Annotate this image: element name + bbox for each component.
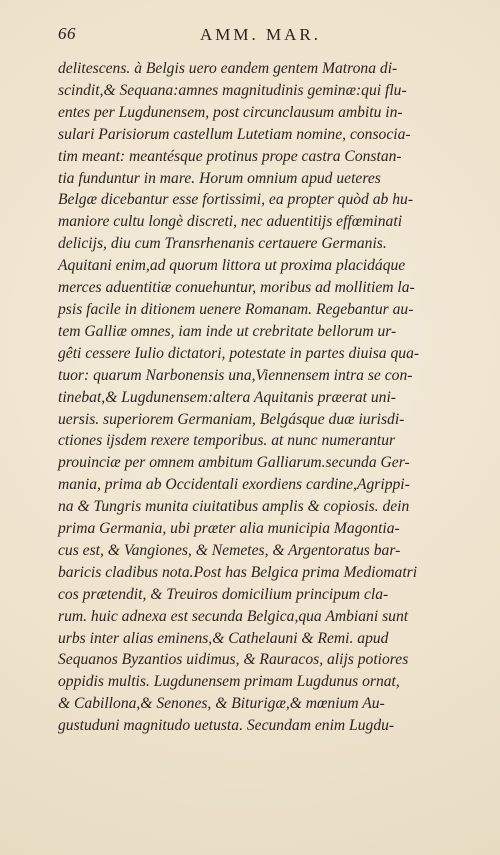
text-line: rum. huic adnexa est secunda Belgica,qua Ambiani sunt <box>58 607 409 625</box>
text-line: tia funduntur in mare. Horum omnium apud ueteres <box>58 169 381 187</box>
text-line: prouinciæ per omnem ambitum Galliarum.secunda Ger- <box>58 454 410 472</box>
text-line: gustuduni magnitudo uetusta. Secundam enim Lugdu- <box>58 717 395 735</box>
text-line: cus est, & Vangiones, & Nemetes, & Argentoratus bar- <box>58 541 401 559</box>
text-line: tinebat,& Lugdunensem:altera Aquitanis præerat uni- <box>58 388 396 406</box>
text-line: delicijs, diu cum Transrhenanis certauere Germanis. <box>58 235 387 253</box>
text-line: baricis cladibus nota.Post has Belgica prima Mediomatri <box>58 563 418 581</box>
text-line: maniore cultu longè discreti, nec aduentitijs effœminati <box>58 213 403 231</box>
body-text <box>58 58 464 737</box>
text-line: tuor: quarum Narbonensis una,Viennensem intra se con- <box>58 366 413 384</box>
text-line: oppidis multis. Lugdunensem primam Lugdunus ornat, <box>58 673 400 691</box>
text-line: tem Galliæ omnes, iam inde ut crebritate bellorum ur- <box>58 322 397 340</box>
text-line: & Cabillona,& Senones, & Biturigæ,& mœnium Au- <box>58 695 385 713</box>
running-head: AMM. MAR. <box>200 25 321 44</box>
text-line: urbs inter alias eminens,& Cathelauni & Remi. apud <box>58 629 389 647</box>
text-line: delitescens. à Belgis uero eandem gentem Matrona di- <box>58 60 398 77</box>
text-line: sulari Parisiorum castellum Lutetiam nomine, consocia- <box>58 125 411 143</box>
text-line: mania, prima ab Occidentali exordiens cardine,Agrippi- <box>58 476 410 494</box>
text-line: scindit,& Sequana:amnes magnitudinis geminæ:qui flu- <box>58 81 407 99</box>
text-line: gêti cessere Iulio dictatori, potestate in partes diuisa qua- <box>58 344 420 362</box>
text-line: Aquitani enim,ad quorum littora ut proxima placidáque <box>58 257 406 275</box>
text-line: tim meant: meantésque protinus prope castra Constan- <box>58 147 402 165</box>
text-line: Belgæ dicebantur esse fortissimi, ea propter quòd ab hu- <box>58 191 414 209</box>
text-line: entes per Lugdunensem, post circunclausum ambitu in- <box>58 103 403 121</box>
text-line: Sequanos Byzantios uidimus, & Rauracos, alijs potiores <box>58 651 409 669</box>
text-line: psis facile in ditionem uenere Romanam. Regebantur au- <box>58 300 414 318</box>
text-line: na & Tungris munita ciuitatibus amplis & copiosis. dein <box>58 498 410 516</box>
text-line: ctiones ijsdem rexere temporibus. at nunc numerantur <box>58 432 396 450</box>
text-line: merces aduentitiæ conuehuntur, moribus ad mollitiem la- <box>58 279 415 297</box>
text-line: prima Germania, ubi præter alia municipia Magontia- <box>58 520 400 538</box>
page-number: 66 <box>58 24 76 43</box>
text-line: cos prætendit, & Treuiros domicilium principum cla- <box>58 585 389 603</box>
text-line: uersis. superiorem Germaniam, Belgásque duæ iurisdi- <box>58 410 405 428</box>
page-header <box>58 24 460 48</box>
